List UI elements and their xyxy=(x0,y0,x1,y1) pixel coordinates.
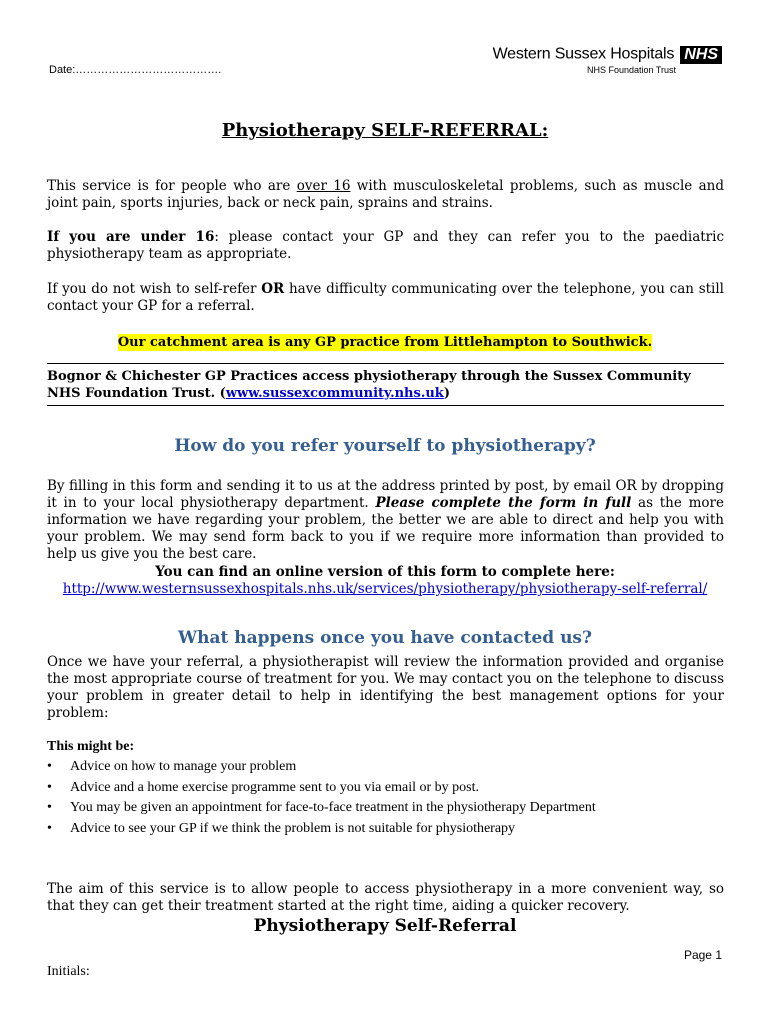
intro-text: with musculoskeletal problems, such as muscle and joint pain, sports injuries, back or neck pain, sprains and strains. xyxy=(47,178,724,211)
intro-paragraph-3 xyxy=(47,281,724,315)
aim-paragraph: The aim of this service is to allow people to access physiotherapy in a more convenient way, so that they can get their treatment started at the right time, aiding a quicker recovery. xyxy=(47,881,724,914)
contacted-paragraph: Once we have your referral, a physiotherapist will review the information provided and organise the most appropriate course of treatment for you. We may contact you on the telephone to discuss your problem in greater detail to help in identifying the best management options for your problem: xyxy=(47,654,724,721)
initials-field: Initials: xyxy=(47,964,90,979)
refer-text: as the more information we have regarding your problem, the better we are able to direct and help you with your problem. We may send form back to you if we require more information than provided to help us give you the best care. xyxy=(47,495,724,562)
online-form-link-wrap xyxy=(0,581,770,597)
bullet-icon: • xyxy=(47,800,52,815)
bognor-notice xyxy=(47,363,724,406)
intro-text: If you do not wish to self-refer xyxy=(47,281,262,297)
list-item-text: You may be given an appointment for face-to-face treatment in the physiotherapy Department xyxy=(70,800,596,815)
online-form-label: You can find an online version of this form to complete here: xyxy=(155,564,615,580)
intro-paragraph-2 xyxy=(47,229,724,263)
section-heading-contacted: What happens once you have contacted us? xyxy=(178,628,592,648)
intro-paragraph-1 xyxy=(47,178,724,212)
bullet-icon: • xyxy=(47,759,52,774)
list-item-text: Advice to see your GP if we think the problem is not suitable for physiotherapy xyxy=(70,820,516,836)
refer-text: By filling in this form and sending it to us at the address printed by post, by email OR by dropping it in to your local physiotherapy department. xyxy=(47,478,724,511)
or-emphasis: OR xyxy=(261,281,285,297)
nhs-badge: NHS xyxy=(680,46,722,64)
logo-org-name: Western Sussex Hospitals xyxy=(492,45,675,63)
options-list xyxy=(47,757,596,839)
page-title: Physiotherapy SELF-REFERRAL: xyxy=(221,120,549,141)
page-number: Page 1 xyxy=(683,948,722,962)
logo-subtitle: NHS Foundation Trust xyxy=(586,64,676,75)
list-item xyxy=(47,819,596,840)
intro-text: have difficulty communicating over the telephone, you can still contact your GP for a referral. xyxy=(47,281,724,314)
under-16-label: If you are under 16 xyxy=(47,229,215,245)
complete-in-full-emphasis: Please complete the form in full xyxy=(375,495,632,511)
age-emphasis: over 16 xyxy=(296,178,351,194)
date-field: Date:…………………………………. xyxy=(49,64,222,76)
bullet-icon: • xyxy=(47,779,52,795)
list-item xyxy=(47,798,596,819)
list-item xyxy=(47,757,596,778)
list-item-text: Advice on how to manage your problem xyxy=(70,759,297,774)
list-item xyxy=(47,778,596,799)
bognor-close: ) xyxy=(443,386,450,401)
trust-logo xyxy=(493,44,722,75)
catchment-notice xyxy=(0,331,770,350)
section-heading-refer: How do you refer yourself to physiotherapy? xyxy=(174,436,596,456)
intro-text: This service is for people who are xyxy=(47,178,297,194)
catchment-text: Our catchment area is any GP practice from Littlehampton to Southwick. xyxy=(117,335,653,350)
sussex-community-link[interactable]: www.sussexcommunity.nhs.uk xyxy=(225,386,444,401)
bullet-icon: • xyxy=(47,820,52,836)
form-subtitle: Physiotherapy Self-Referral xyxy=(253,916,517,936)
bognor-text: Bognor & Chichester GP Practices access physiotherapy through the Sussex Community NHS Foundation Trust. ( xyxy=(47,369,691,401)
list-item-text: Advice and a home exercise programme sent to you via email or by post. xyxy=(70,779,479,795)
might-be-label: This might be: xyxy=(47,739,135,754)
refer-paragraph xyxy=(47,478,724,563)
intro-text: : please contact your GP and they can refer you to the paediatric physiotherapy team as appropriate. xyxy=(47,229,725,262)
online-form-link[interactable]: http://www.westernsussexhospitals.nhs.uk/services/physiotherapy/physiotherapy-self-referral/ xyxy=(62,581,708,597)
